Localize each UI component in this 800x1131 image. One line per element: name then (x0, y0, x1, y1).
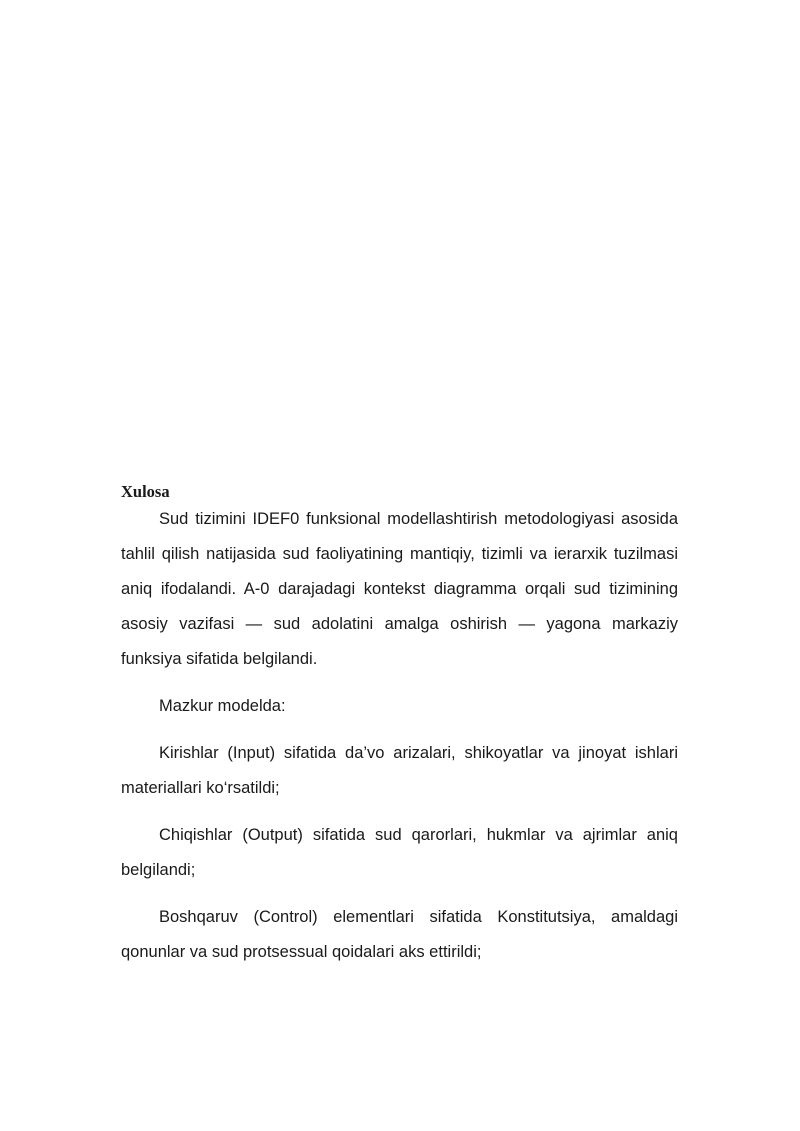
section-heading: Xulosa (121, 482, 170, 501)
paragraph-summary: Sud tizimini IDEF0 funksional modellashtirish metodologiyasi asosida tahlil qilish natijasida sud faoliyatining mantiqiy, tizimli va ierarxik tuzilmasi aniq ifodalandi. A-0 darajadagi kontekst diagramma orqali sud tizimining asosiy vazifasi — sud adolatini amalga oshirish — yagona markaziy funksiya sifatida belgilandi. (121, 510, 678, 668)
paragraph-inputs: Kirishlar (Input) sifatida da’vo arizalari, shikoyatlar va jinoyat ishlari materiallari ko‘rsatildi; (121, 744, 678, 797)
document-body (121, 481, 678, 970)
paragraph-model-intro: Mazkur modelda: (159, 697, 286, 715)
paragraph-controls: Boshqaruv (Control) elementlari sifatida Konstitutsiya, amaldagi qonunlar va sud protsessual qoidalari aks ettirildi; (121, 908, 678, 961)
paragraph-outputs: Chiqishlar (Output) sifatida sud qarorlari, hukmlar va ajrimlar aniq belgilandi; (121, 826, 678, 879)
